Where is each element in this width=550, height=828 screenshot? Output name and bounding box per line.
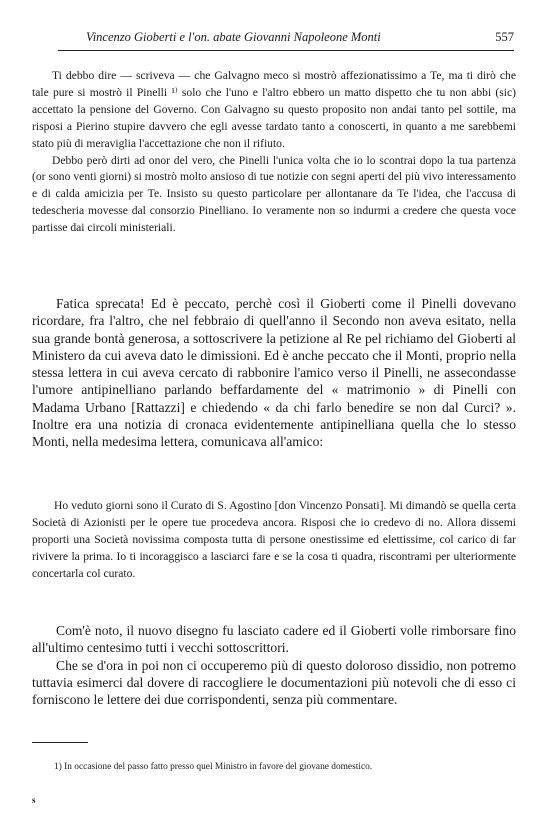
body1-paragraph-1: Fatica sprecata! Ed è peccato, perchè così il Gioberti come il Pinelli dovevano ricordare, fra l'altro, che nel febbraio di quell'anno il Secondo non aveva esitato, nella sua grande bontà generosa, a sottoscrivere la petizione al Re pel richiamo del Gioberti al Ministero da cui aveva dato le dimissioni. Ed è anche peccato che il Monti, proprio nella stessa lettera in cui aveva cercato di rabbonire l'amico verso il Pinelli, ne assecondasse l'umore antipinelliano parlando beffardamente del « matrimonio » di Pinelli con Madama Urbano [Rattazzi] e chiedendo « da chi farlo benedire se non dal Curci? ». Inoltre era una notizia di cronaca evidentemente antipinelliana quella che lo stesso Monti, nella medesima lettera, comunicava all'amico: <box>32 296 516 450</box>
quoted-letter-2 <box>32 498 516 583</box>
signature-mark: s <box>32 795 36 805</box>
quote1-paragraph-1: Ti debbo dire — scriveva — che Galvagno meco si mostrò affezionatissimo a Te, ma ti dirò che tale pure si mostrò il Pinelli ¹⁾ solo che l'uno e l'altro ebbero un matto dispetto che tu non abbi (sic) accettato la pensione del Governo. Con Galvagno su questo proposito non andai tanto pel sottile, ma risposi a Pierino stupire davvero che egli avesse tardato tanto a conoscerti, in quanto a me sarebbemi stato più di meraviglia l'accettazione che non il rifiuto. <box>32 69 516 150</box>
footnote-divider <box>32 742 88 743</box>
running-header <box>58 26 514 51</box>
quote2-paragraph-1: Ho veduto giorni sono il Curato di S. Agostino [don Vincenzo Ponsati]. Mi dimandò se quella certa Società di Azionisti per le opere tue procedeva ancora. Risposi che io credevo di no. Allora dissemi proporti una Società novissima composta tutta di persone onestissime ed elettissime, col carico di far rivivere la prima. Io ti incoraggisco a lasciarci fare e se la cosa ti quadra, riscontrami per ulteriormente concertarla col curato. <box>32 499 516 580</box>
quote1-paragraph-2: Debbo però dirti ad onor del vero, che Pinelli l'unica volta che io lo scontrai dopo la tua partenza (or sono venti giorni) si mostrò molto ansioso di tue notizie con segni aperti del più vivo interessamento e di calda amicizia per Te. Insisto su questo particolare per allontanare da Te l'idea, che l'accusa di tedescheria movesse dal consorzio Pinelliano. Io veramente non so indurmi a credere che questa voce partisse dai circoli ministeriali. <box>32 153 516 235</box>
body-text-1 <box>32 295 516 451</box>
body2-paragraph-1: Com'è noto, il nuovo disegno fu lasciato cadere ed il Gioberti volle rimborsare fino all'ultimo centesimo tutti i vecchi sottoscrittori. <box>32 623 516 656</box>
body-text-2 <box>32 622 516 708</box>
body2-paragraph-2: Che se d'ora in poi non ci occuperemo più di questo doloroso dissidio, non potremo tuttavia esimerci dal dovere di raccogliere le documentazioni più notevoli che di esso ci forniscono le lettere dei due corrispondenti, senza più commentare. <box>32 657 516 708</box>
page-number: 557 <box>495 30 514 44</box>
running-title: Vincenzo Gioberti e l'on. abate Giovanni Napoleone Monti <box>86 30 381 44</box>
footnote: 1) In occasione del passo fatto presso quel Ministro in favore del giovane domestico. <box>54 762 373 772</box>
quoted-letter-1 <box>32 68 516 237</box>
